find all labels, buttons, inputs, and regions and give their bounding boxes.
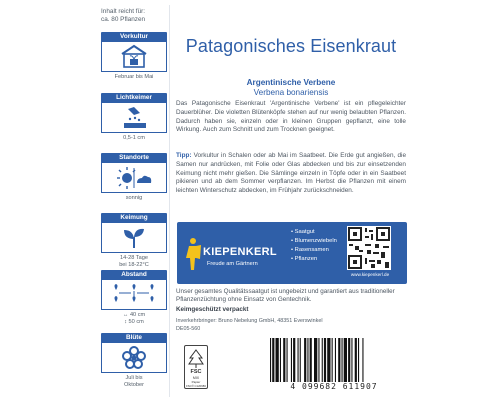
info-block-keimung (101, 213, 167, 270)
info-text: Juli bis (125, 375, 143, 381)
barcode-bar (293, 338, 295, 382)
info-text: Oktober (124, 382, 144, 389)
info-text: 0,5-1 cm (123, 135, 145, 141)
info-head: Vorkultur (101, 32, 167, 42)
content-amount-label: Inhalt reicht für: (101, 8, 146, 15)
barcode-bar (300, 338, 301, 382)
qr-code[interactable] (347, 226, 391, 270)
kiepenkerl-logo (183, 229, 293, 277)
content-amount (101, 8, 169, 24)
product-subtitle: Argentinische Verbene (246, 78, 336, 87)
barcode-bar (304, 338, 306, 382)
info-block-abstand (101, 270, 167, 327)
barcode-bar (351, 338, 352, 382)
tree-check-icon (185, 348, 207, 370)
light-germinator-icon (101, 103, 167, 133)
info-block-standorte (101, 153, 167, 202)
info-head: Abstand (101, 270, 167, 280)
fsc-mix: MIX (192, 376, 200, 380)
info-text: ↕ 50 cm (124, 319, 144, 326)
brand-slogan: Freude am Gärtnern (207, 261, 258, 267)
barcode-bar (298, 338, 299, 382)
sun-cloud-icon (101, 163, 167, 193)
brand-product-list (291, 228, 337, 264)
barcode-bar (362, 338, 363, 382)
brand-name: KIEPENKERL (203, 246, 277, 258)
barcode-bar (291, 338, 292, 382)
info-block-vorkultur (101, 32, 167, 81)
product-title: Patagonisches Eisenkraut (185, 36, 397, 56)
info-text: sonnig (125, 195, 143, 201)
barcode-bar (335, 338, 336, 382)
barcode-bar (310, 338, 312, 382)
info-head: Lichtkeimer (101, 93, 167, 103)
tip-body: Vorkultur in Schalen oder ab Mai im Saatbeet. Die Erde gut angießen, die Samen nur andrücken, mit Folie oder Glas abdecken und bis zur einsetzenden Keimung nicht mehr gießen. Die Sämlinge einzeln in Töpfe oder in ein Saatbeet pikieren und ab dem Sommer verpflanzen. Im Herbst die Pflanzen mit einem leichten Winterschutz abdecken, im Frühjahr zurückschneiden. (176, 152, 406, 195)
info-head: Blüte (101, 333, 167, 343)
brand-item: • Blumenzwiebeln (291, 237, 337, 246)
barcode-bar (276, 338, 279, 382)
info-text: Februar bis Mai (114, 74, 154, 80)
barcode-bar (355, 338, 357, 382)
barcode-bar (332, 338, 333, 382)
brand-item: • Pflanzen (291, 255, 337, 264)
barcode-bar (283, 338, 285, 382)
barcode-bar (270, 338, 271, 382)
info-text: bei 18-22°C (119, 262, 149, 269)
brand-item: • Rasensamen (291, 246, 337, 255)
tip-text (176, 152, 406, 196)
barcode-bar (280, 338, 281, 382)
barcode-bar (324, 338, 326, 382)
barcode-bar (327, 338, 330, 382)
greenhouse-icon (101, 42, 167, 72)
content-amount-value: ca. 80 Pflanzen (101, 16, 146, 23)
flower-icon (101, 343, 167, 373)
barcode-bar (287, 338, 288, 382)
description: Das Patagonische Eisenkraut 'Argentinische Verbene' ist ein pflegeleichter Dauerblüher. Die violetten Blütenköpfe stehen auf nur wenig belaubten Pflanzen. Dadurch haben sie, einzeln oder in kleinen Gruppen gepflanzt, eine tolle Wirkung. Auch zum Schnitt und zum Trocknen geeignet. (176, 100, 406, 134)
barcode-bar (358, 338, 359, 382)
hiker-icon (183, 237, 203, 271)
barcode-number: 4 099682 611907 (290, 382, 378, 391)
info-head: Keimung (101, 213, 167, 223)
barcode-bar (314, 338, 317, 382)
info-text: 14-28 Tage (120, 255, 148, 261)
fsc-logo (184, 345, 208, 389)
barcode-bar (322, 338, 323, 382)
guarantee-text: Unser gesamtes Qualitätssaatgut ist ungebeizt und garantiert aus traditioneller Pflanzenzüchtung ohne Einsatz von Gentechnik. (176, 288, 395, 304)
fsc-label: FSC (190, 369, 202, 375)
barcode-bar (318, 338, 319, 382)
info-block-lichtkeimer (101, 93, 167, 142)
protected-packaging: Keimgeschützt verpackt (176, 306, 249, 313)
info-head: Standorte (101, 153, 167, 163)
barcode-bar (272, 338, 274, 382)
barcode-bar (348, 338, 350, 382)
distributor: Inverkehrbringer: Bruno Nebelung GmbH, 48351 Everswinkel (176, 318, 323, 324)
fsc-id: FSC® C120686 (186, 384, 206, 388)
latin-name: Verbena bonariensis (253, 88, 329, 97)
brand-url[interactable]: www.kiepenkerl.de (350, 272, 390, 277)
tip-label: Tipp: (176, 152, 192, 159)
spacing-icon (101, 280, 167, 310)
fsc-sub: Papier (191, 380, 201, 384)
product-code: DE05-560 (176, 326, 201, 332)
barcode-bar (344, 338, 347, 382)
brand-banner (177, 222, 407, 284)
info-block-bluete (101, 333, 167, 390)
brand-item: • Saatgut (291, 228, 337, 237)
seedling-icon (101, 223, 167, 253)
barcode-bars (262, 336, 406, 382)
barcode-bar (307, 338, 308, 382)
info-text: ↔ 40 cm (122, 312, 146, 318)
barcode-bar (342, 338, 343, 382)
barcode-bar (338, 338, 340, 382)
barcode (262, 336, 406, 392)
